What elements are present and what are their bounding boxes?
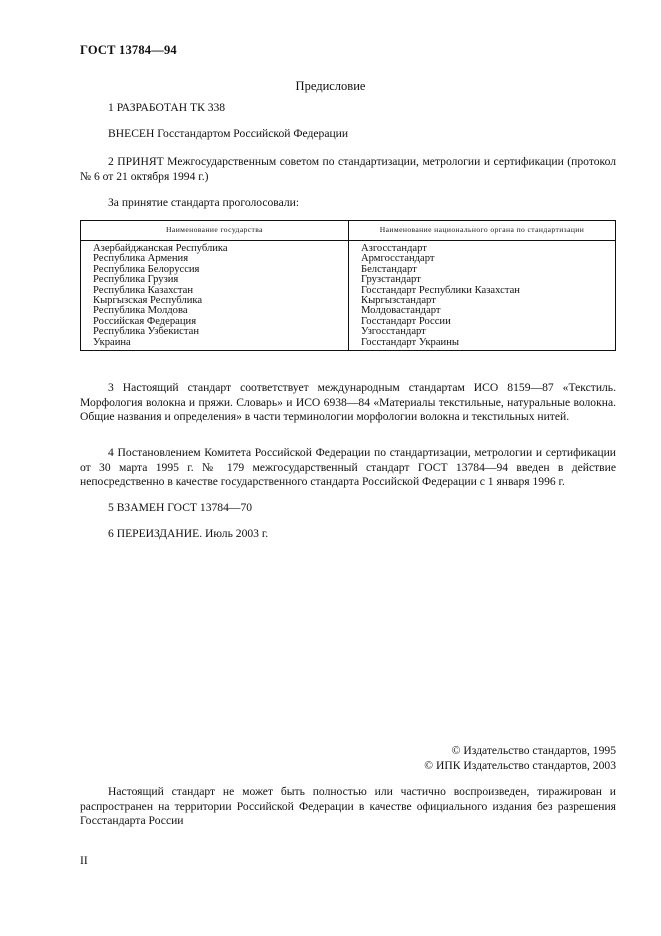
section-title: Предисловие [295,79,366,93]
body-cell: Узгосстандарт [361,326,426,338]
body-cell: Грузстандарт [361,274,421,286]
body-cell: Армгосстандарт [361,253,435,265]
table-body-row [81,241,616,351]
body-cell: Госстандарт Республики Казахстан [361,284,520,296]
state-cell: Республика Молдова [93,305,188,317]
states-column [81,241,349,351]
para-adopted: 2 ПРИНЯТ Межгосударственным советом по стандартизации, метрологии и сертификации (протокол № 6 от 21 октября 1994 г.) [80,155,616,183]
body-cell: Молдовастандарт [361,305,441,317]
state-cell: Российская Федерация [93,315,197,327]
para-enactment: 4 Постановлением Комитета Российской Федерации по стандартизации, метрологии и сертификации от 30 марта 1995 г. № 179 межгосударственный стандарт ГОСТ 13784—94 введен в действие непосредственно в качестве государственного стандарта Российской Федерации с 1 января 1996 г. [80,446,616,489]
body-cell: Азгосстандарт [361,243,427,254]
table-header-row [81,221,616,241]
reproduction-notice: Настоящий стандарт не может быть полностью или частично воспроизведен, тиражирован и распространен на территории Российской Федерации в качестве официального издания без разрешения Госстандарта России [80,785,616,828]
body-cell: Белстандарт [361,263,417,275]
para-introduced: ВНЕСЕН Госстандартом Российской Федерации [108,127,349,140]
state-cell: Республика Узбекистан [93,326,200,338]
para-developed: 1 РАЗРАБОТАН ТК 338 [108,101,226,114]
para-reissue: 6 ПЕРЕИЗДАНИЕ. Июль 2003 г. [108,527,269,540]
state-cell: Республика Белоруссия [93,263,200,275]
state-cell: Азербайджанская Республика [93,243,228,254]
column-header-state: Наименование государства [81,221,349,241]
document-id: ГОСТ 13784—94 [80,43,177,57]
state-cell: Республика Грузия [93,274,179,286]
bodies-column [349,241,616,351]
copyright-line: © ИПК Издательство стандартов, 2003 [424,758,616,772]
state-cell: Республика Армения [93,253,189,265]
body-cell: Кыргызстандарт [361,295,436,307]
state-cell: Кыргызская Республика [93,295,203,307]
voting-table [80,220,616,351]
column-header-body: Наименование национального органа по стандартизации [349,221,616,241]
para-voted: За принятие стандарта проголосовали: [108,196,300,209]
body-cell: Госстандарт Украины [361,336,459,348]
copyright-block [424,744,616,773]
para-replaces: 5 ВЗАМЕН ГОСТ 13784—70 [108,501,253,514]
state-cell: Республика Казахстан [93,284,194,296]
copyright-line: © Издательство стандартов, 1995 [451,744,616,757]
page-number: II [80,854,88,867]
body-cell: Госстандарт России [361,315,451,327]
para-conformity: 3 Настоящий стандарт соответствует международным стандартам ИСО 8159—87 «Текстиль. Морфология волокна и пряжи. Словарь» и ИСО 6938—84 «Материалы текстильные, натуральные волокна. Общие названия и определения» в части терминологии морфологии волокна и текстильных нитей. [80,381,616,424]
state-cell: Украина [93,336,131,348]
